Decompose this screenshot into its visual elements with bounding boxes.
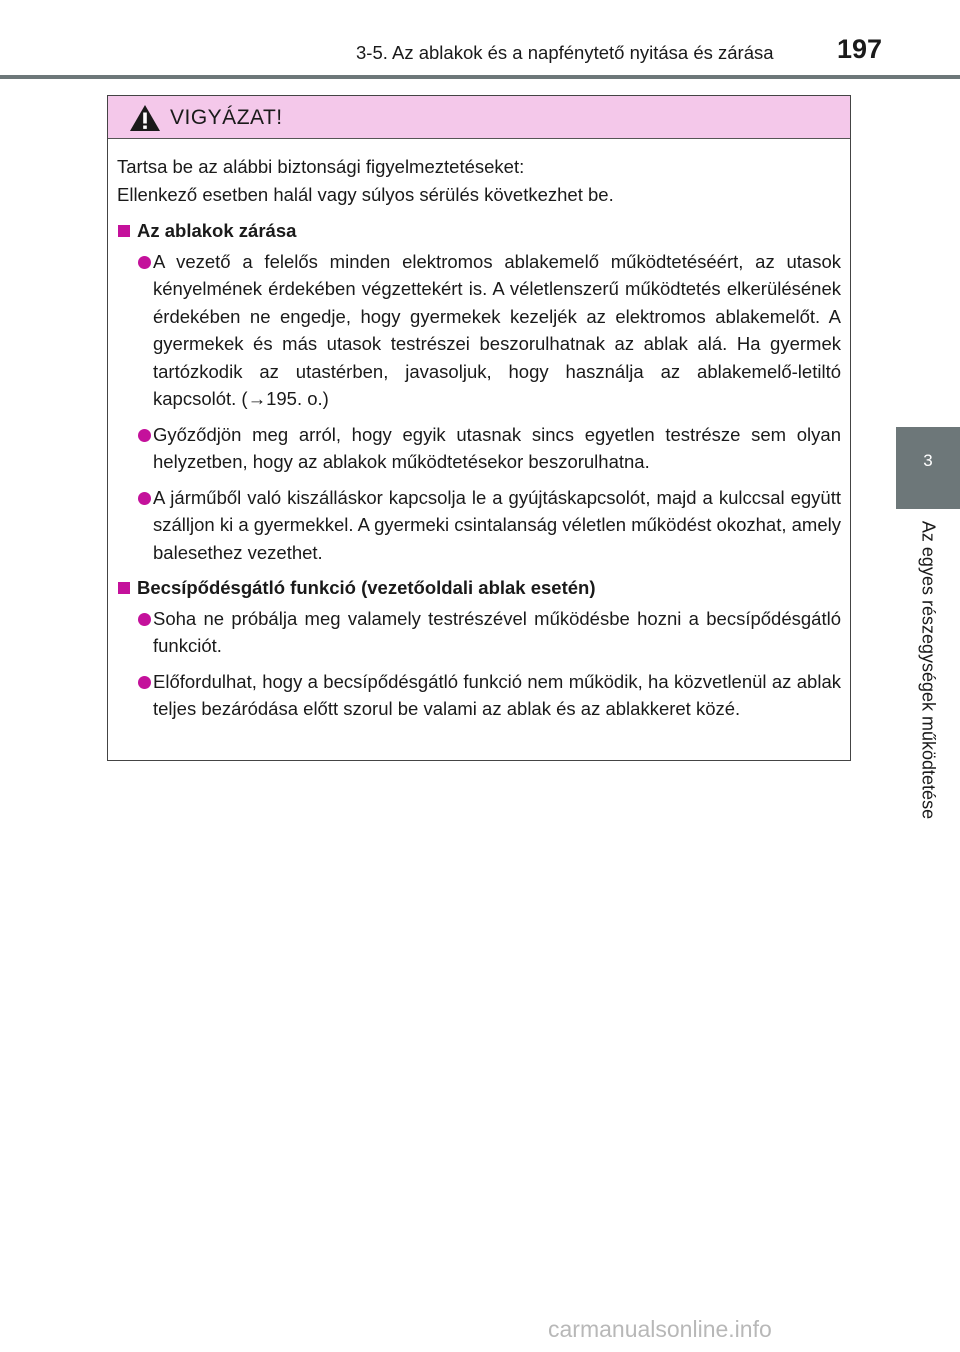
square-bullet-icon xyxy=(118,582,130,594)
warning-box xyxy=(107,95,851,761)
list-item-text: Soha ne próbálja meg valamely testrészével működésbe hozni a becsípődésgátló funkciót. xyxy=(153,607,841,656)
warning-triangle-icon xyxy=(129,104,161,132)
list-item-text: Győződjön meg arról, hogy egyik utasnak sincs egyetlen testrésze sem olyan helyzetben, hogy az ablakok működtetésekor beszorulhatna. xyxy=(153,423,841,472)
list-item xyxy=(117,248,841,413)
chapter-number: 3 xyxy=(923,451,933,470)
section-title: 3-5. Az ablakok és a napfénytető nyitása és zárása xyxy=(356,42,774,63)
circle-bullet-icon xyxy=(138,429,151,442)
list-item xyxy=(117,421,841,476)
header-rule xyxy=(0,75,960,79)
warning-intro xyxy=(117,153,841,208)
list-item-text: Előfordulhat, hogy a becsípődésgátló funkció nem működik, ha közvetlenül az ablak teljes bezáródása előtt szorul be valami az ablak és az ablakkeret közé. xyxy=(153,670,841,719)
warning-header xyxy=(108,96,850,139)
page-header xyxy=(0,0,960,80)
section-heading xyxy=(117,217,841,245)
intro-line: Ellenkező esetben halál vagy súlyos sérülés következhet be. xyxy=(117,183,614,205)
list-item xyxy=(117,605,841,660)
chapter-label: Az egyes részegységek működtetése xyxy=(918,520,939,820)
circle-bullet-icon xyxy=(138,492,151,505)
list-item-text: A vezető a felelős minden elektromos ablakemelő működtetéséért, az utasok kényelmének érdekében végzettekért is. A véletlenszerű működtetés elkerülésének érdekében ne engedje, hogy gyermekek kezeljék az elektromos ablakemelőt. A gyermekek és más utasok testrészei beszorulhatnak az ablak alá. Ha gyermek tartózkodik az utastérben, javasoljuk, hogy használja az ablakemelő-letiltó kapcsolót. (→195. o.) xyxy=(153,250,841,409)
intro-line: Tartsa be az alábbi biztonsági figyelmeztetéseket: xyxy=(117,156,525,177)
section-heading-text: Az ablakok zárása xyxy=(137,220,297,241)
warning-title: VIGYÁZAT! xyxy=(170,106,283,129)
watermark: carmanualsonline.info xyxy=(548,1316,772,1342)
circle-bullet-icon xyxy=(138,676,151,689)
list-item xyxy=(117,668,841,723)
list-item xyxy=(117,484,841,567)
section-heading-text: Becsípődésgátló funkció (vezetőoldali ablak esetén) xyxy=(137,577,596,598)
section-heading xyxy=(117,574,841,602)
circle-bullet-icon xyxy=(138,613,151,626)
list-item-text: A járműből való kiszálláskor kapcsolja le a gyújtáskapcsolót, majd a kulccsal együtt szálljon ki a gyermekkel. A gyermeki csintalanság véletlen működést okozhat, amely balesethez vezethet. xyxy=(153,486,841,563)
page-number: 197 xyxy=(837,34,883,64)
square-bullet-icon xyxy=(118,225,130,237)
chapter-tab xyxy=(896,427,960,509)
warning-body xyxy=(108,139,850,723)
circle-bullet-icon xyxy=(138,256,151,269)
